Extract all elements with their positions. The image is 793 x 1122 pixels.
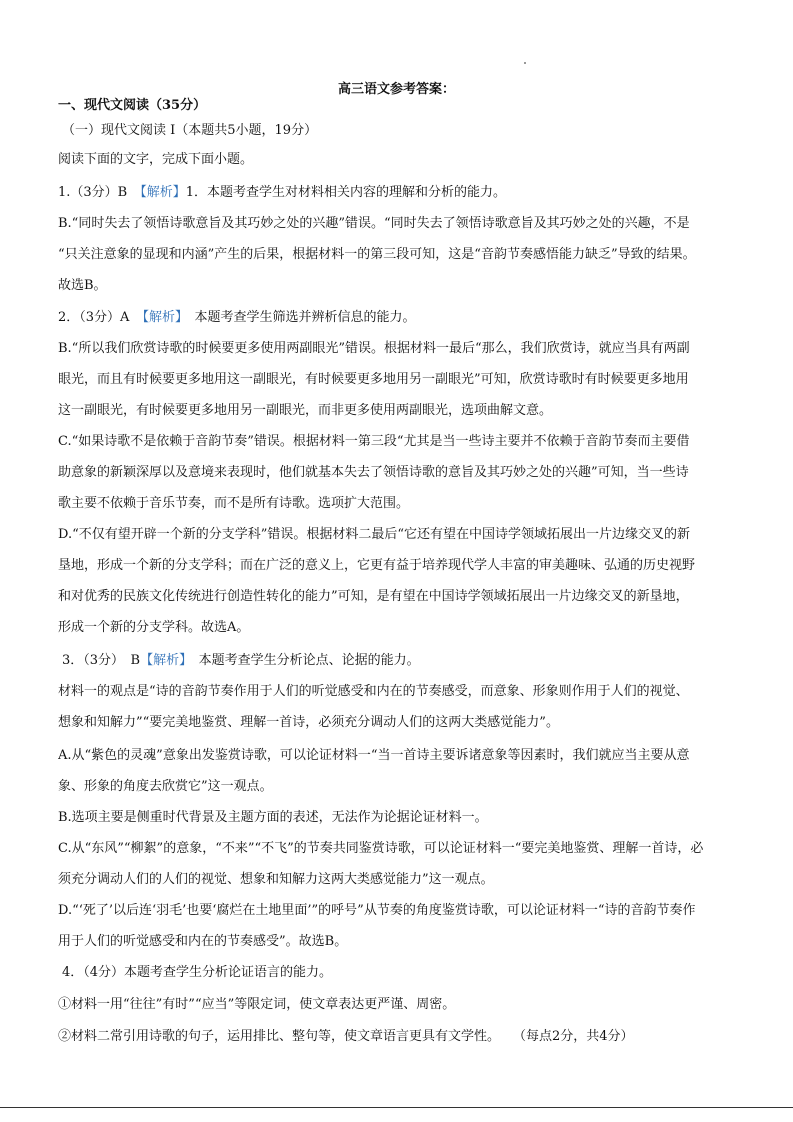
paragraph-line: B.选项主要是侧重时代背景及主题方面的表述，无法作为论据论证材料一。 [58,810,488,825]
paragraph-line: 眼光，而且有时候要更多地用这一副眼光，有时候要更多地用另一副眼光”可知，欣赏诗歌时有时候要更多地用 [58,372,689,387]
scan-dot [524,62,526,64]
paragraph-line: 材料一的观点是“诗的音韵节奏作用于人们的听觉感受和内在的节奏感受，而意象、形象则作用于人们的视觉、 [58,684,689,699]
paragraph-line: B.“所以我们欣赏诗歌的时候要更多使用两副眼光”错误。根据材料一最后“那么，我们欣赏诗，就应当具有两副 [58,341,690,356]
sub-heading: （一）现代文阅读 Ⅰ（本题共5小题，19分） [62,123,318,138]
paragraph-line: 垦地，形成一个新的分支学科；而在广泛的意义上，它更有益于培养现代学人丰富的审美趣味、弘通的历史视野 [58,558,696,573]
answer-2-label: 2．（3分）A [58,310,143,325]
analysis-tag: 【解析】 [140,185,186,200]
answer-1-heading [58,184,748,202]
answer-1-label: 1.（3分）B [58,185,141,200]
answer-2-heading [58,309,748,327]
paragraph-line: 用于人们的听觉感受和内在的节奏感受”。故选B。 [58,934,348,949]
paragraph-line: 形成一个新的分支学科。故选A。 [58,620,250,635]
answer-3-heading [62,652,752,670]
paragraph-line: ②材料二常引用诗歌的句子，运用排比、整句等，使文章语言更具有文学性。 （每点2分，共4分） [58,1029,634,1044]
analysis-tag: 【解析】 [142,310,182,325]
answer-4-heading: 4．（4分）本题考查学生分析论证语言的能力。 [62,965,333,980]
paragraph-line: A.从“紫色的灵魂”意象出发鉴赏诗歌，可以论证材料一“当一首诗主要诉诸意象等因素时，我们就应当主要从意 [58,748,690,763]
paragraph-line: 歌主要不依赖于音乐节奏，而不是所有诗歌。选项扩大范围。 [58,496,410,511]
paragraph-line: D.“‘死了’以后连‘羽毛’也要‘腐烂在土地里面’”的呼号”从节奏的角度鉴赏诗歌，可以论证材料一“诗的音韵节奏作 [58,903,696,918]
answer-3-note: 本题考查学生分析论点、论据的能力。 [185,653,420,668]
answer-1-note: 1．本题考查学生对材料相关内容的理解和分析的能力。 [185,185,507,200]
paragraph-line: 故选B。 [58,278,107,293]
paragraph-line: 象、形象的角度去欣赏它”这一观点。 [58,779,273,794]
paragraph-line: C.从“东风”“柳絮”的意象，“不来”“不飞”的节奏共同鉴赏诗歌，可以论证材料一“要完美地鉴赏、理解一首诗，必 [58,841,704,856]
paragraph-line: 助意象的新颖深厚以及意境来表现时，他们就基本失去了领悟诗歌的意旨及其巧妙之处的兴趣”可知，当一些诗 [58,465,689,480]
paragraph-line: ①材料一用“往往”有时”“应当”等限定词，使文章表达更严谨、周密。 [58,997,456,1012]
paragraph-line: 想象和知解力”“要完美地鉴赏、理解一首诗，必须充分调动人们的这两大类感觉能力”。 [58,715,559,730]
answer-2-note: 本题考查学生筛选并辨析信息的能力。 [181,310,416,325]
analysis-tag: 【解析】 [140,653,186,668]
paragraph-line: C.“如果诗歌不是依赖于音韵节奏”错误。根据材料一第三段“尤其是当一些诗主要并不依赖于音韵节奏而主要借 [58,434,690,449]
paragraph-line: 和对优秀的民族文化传统进行创造性转化的能力”可知，是有望在中国诗学领域拓展出一片边缘交叉的新垦地， [58,589,689,604]
paragraph-line: 须充分调动人们的人们的视觉、想象和知解力这两大类感觉能力”这一观点。 [58,872,494,887]
instruction-text: 阅读下面的文字，完成下面小题。 [58,152,254,167]
answer-3-label: 3．（3分） B [62,653,141,668]
paragraph-line: “只关注意象的显现和内涵”产生的后果，根据材料一的第三段可知，这是“音韵节奏感悟能力缺乏”导致的结果。 [58,247,696,262]
footer-divider [0,1107,793,1108]
section-heading: 一、现代文阅读（35分） [58,98,207,113]
page-title: 高三语文参考答案： [337,82,455,97]
paragraph-line: D.“不仅有望开辟一个新的分支学科”错误。根据材料二最后“它还有望在中国诗学领域拓展出一片边缘交叉的新 [58,527,691,542]
paragraph-line: 这一副眼光，有时候要更多地用另一副眼光，而非更多使用两副眼光，选项曲解文意。 [58,403,553,418]
paragraph-line: B.“同时失去了领悟诗歌意旨及其巧妙之处的兴趣”错误。“同时失去了领悟诗歌意旨及其巧妙之处的兴趣，不是 [58,216,690,231]
